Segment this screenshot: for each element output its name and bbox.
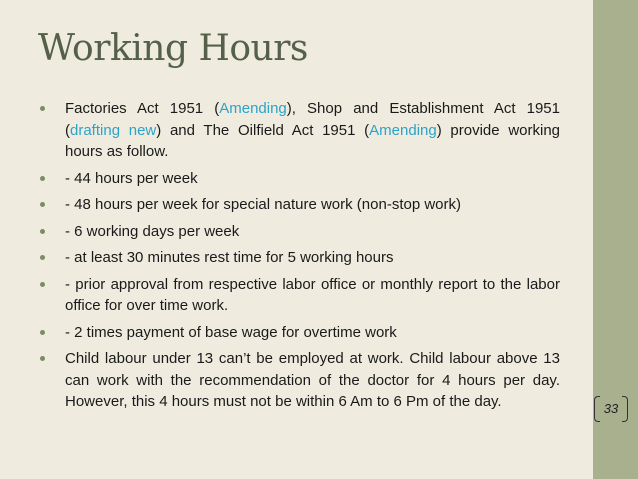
highlight-amending: Amending [219, 100, 287, 117]
bullet-text: - at least 30 minutes rest time for 5 working hours [65, 249, 394, 266]
bullet-text: Child labour under 13 can’t be employed at work. Child labour above 13 can work with the recommendation of the doctor for 4 hours per day. However, this 4 hours must not be within 6 Am to 6 Pm of the day. [65, 350, 560, 410]
bullet-dot-icon [40, 176, 45, 181]
highlight-drafting-new: drafting new [70, 121, 157, 139]
bullet-text: - 2 times payment of base wage for overtime work [65, 323, 397, 341]
bullet-text: - 48 hours per week for special nature work (non-stop work) [65, 196, 462, 213]
bullet-dot-icon [40, 229, 45, 234]
bullet-text: - prior approval from respective labor office or monthly report to the labor office for over time work. [65, 275, 560, 314]
bullet-item-prior-approval [40, 274, 560, 317]
bullet-dot-icon [40, 282, 45, 287]
highlight-amending: Amending [369, 121, 437, 139]
bullet-text: Factories Act 1951 ( [65, 100, 220, 117]
bullet-item-child-labour [40, 348, 560, 413]
bracket-left-icon [594, 396, 600, 422]
bullet-item-48-hours [40, 194, 560, 216]
page-number [594, 394, 628, 424]
bracket-right-icon [622, 396, 628, 422]
bullet-dot-icon [40, 106, 45, 111]
bullet-text: ) provide working hours as follow. [65, 121, 561, 160]
bullet-text: - 6 working days per week [65, 222, 240, 240]
bullet-dot-icon [40, 330, 45, 335]
bullet-dot-icon [40, 356, 45, 361]
bullet-text: ), Shop and Establishment Act 1951 ( [65, 100, 560, 139]
bullet-item-working-days [40, 221, 560, 243]
bullet-item-acts [40, 98, 560, 163]
page-number-text: 33 [603, 401, 619, 416]
bullet-list [40, 98, 560, 418]
bullet-item-44-hours [40, 168, 560, 190]
bullet-dot-icon [40, 202, 45, 207]
bullet-item-rest-time [40, 247, 560, 269]
bullet-dot-icon [40, 255, 45, 260]
bullet-text: ) and The Oilfield Act 1951 ( [156, 121, 370, 139]
bullet-item-overtime-pay [40, 322, 560, 344]
bullet-text: - 44 hours per week [65, 169, 198, 187]
slide-title: Working Hours [38, 28, 308, 69]
